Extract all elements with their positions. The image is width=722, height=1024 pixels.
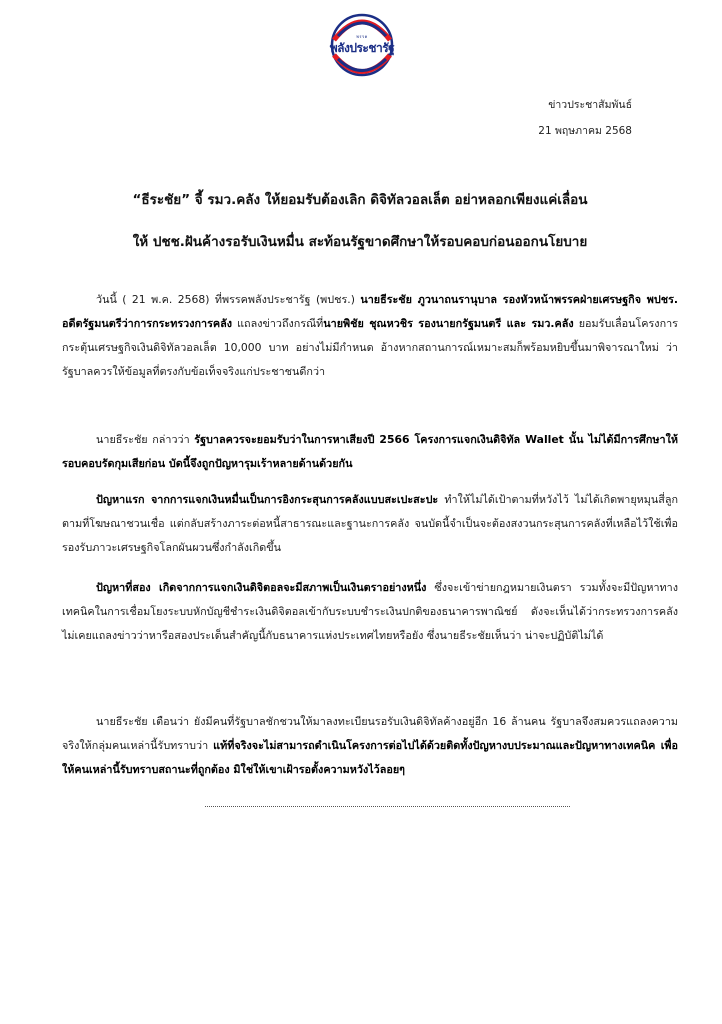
p3-text: ทำให้ไม่ได้เป้าตามที่หวังไว้ ไม่ได้เกิดพายุหมุนสี่ลูกตามที่โฆษณาชวนเชื่อ แต่กลับสร้างภาระต่อหนี้สาธารณะและฐานะการคลัง จนบัดนี้จำเป็นจะต้องสงวนกระสุนการคลังที่เหลือไว้ใช้เพื่อรองรับภาวะเศรษฐกิจโลกผันผวนซึ่งกำลังเกิดขึ้น (62, 493, 679, 554)
p4-bold: ปัญหาที่สอง เกิดจากการแจกเงินดิจิตอลจะมีสภาพเป็นเงินตราอย่างหนึ่ง (96, 581, 427, 594)
p3-bold: ปัญหาแรก จากการแจกเงินหมื่นเป็นการอิงกระสุนการคลังแบบสะเปะสะปะ (96, 493, 439, 506)
paragraph-4 (62, 576, 678, 648)
release-date: 21 พฤษภาคม 2568 (538, 125, 632, 137)
headline-line-2: ให้ ปชช.ฝันค้างรอรับเงินหมื่น สะท้อนรัฐขาดศึกษาให้รอบคอบก่อนออกนโยบาย (132, 234, 588, 250)
paragraph-1 (62, 288, 678, 384)
p4-text: ซึ่งจะเข้าข่ายกฎหมายเงินตรา รวมทั้งจะมีปัญหาทางเทคนิคในการเชื่อมโยงระบบหักบัญชีชำระเงินดิจิตอลเข้ากับระบบชำระเงินปกติของธนาคารพาณิชย์ ดังจะเห็นได้ว่ากระทรวงการคลังไม่เคยแถลงข่าวว่าหารือสองประเด็นสำคัญนี้กับธนาคารแห่งประเทศไทยหรือยัง ซึ่งนายธีระชัยเห็นว่า น่าจะปฏิบัติไม่ได้ (62, 581, 678, 642)
p5-bold: แท้ที่จริงจะไม่สามารถดำเนินโครงการต่อไปได้ด้วยติดทั้งปัญหางบประมาณและปัญหาทางเทคนิค เพื่อให้คนเหล่านี้รับทราบสถานะที่ถูกต้อง มิใช่ให้เขาเฝ้ารอตั้งความหวังไว้ลอยๆ (62, 739, 678, 776)
p1-text-a: วันนี้ ( 21 พ.ค. 2568) ที่พรรคพลังประชารัฐ (พปชร.) (96, 293, 361, 306)
end-divider (205, 806, 570, 807)
headline-line-1: “ธีระชัย” จี้ รมว.คลัง ให้ยอมรับต้องเลิก ดิจิทัลวอลเล็ต อย่าหลอกเพียงแค่เลื่อน (132, 192, 588, 208)
p1-bold-b: นายพิชัย ชุณหวชิร รองนายกรัฐมนตรี และ รมว.คลัง (323, 317, 574, 330)
p1-bold-a: นายธีระชัย ภูวนาถนรานุบาล รองหัวหน้าพรรคฝ่ายเศรษฐกิจ พปชร. อดีตรัฐมนตรีว่าการกระทรวงการคลัง (62, 293, 678, 330)
p2-text: นายธีระชัย กล่าวว่า (96, 433, 195, 446)
logo-party-name: พลังประชารัฐ (329, 41, 395, 55)
paragraph-5 (62, 710, 678, 782)
party-logo (315, 12, 409, 78)
logo-small-text: พรรค (356, 34, 368, 39)
paragraph-2 (62, 428, 678, 476)
press-release-label: ข่าวประชาสัมพันธ์ (548, 99, 632, 111)
p1-text-b: แถลงข่าวถึงกรณีที่ (232, 317, 324, 330)
p5-text: นายธีระชัย เตือนว่า ยังมีคนที่รัฐบาลชักชวนให้มาลงทะเบียนรอรับเงินดิจิทัลค้างอยู่อีก 16 ล้านคน รัฐบาลจึงสมควรแถลงความจริงให้กลุ่มคนเหล่านี้รับทราบว่า (62, 715, 678, 752)
paragraph-3 (62, 488, 678, 560)
p1-text-c: ยอมรับเลื่อนโครงการกระตุ้นเศรษฐกิจเงินดิจิทัลวอลเล็ต 10,000 บาท อย่างไม่มีกำหนด อ้างหากสถานการณ์เหมาะสมก็พร้อมหยิบขึ้นมาพิจารณาใหม่ ว่ารัฐบาลควรให้ข้อมูลที่ตรงกับข้อเท็จจริงแก่ประชาชนดีกว่า (62, 317, 678, 378)
p2-bold: รัฐบาลควรจะยอมรับว่าในการหาเสียงปี 2566 โครงการแจกเงินดิจิทัล Wallet นั้น ไม่ได้มีการศึกษาให้รอบคอบรัดกุมเสียก่อน บัดนี้จึงถูกปัญหารุมเร้าหลายด้านด้วยกัน (62, 433, 678, 470)
